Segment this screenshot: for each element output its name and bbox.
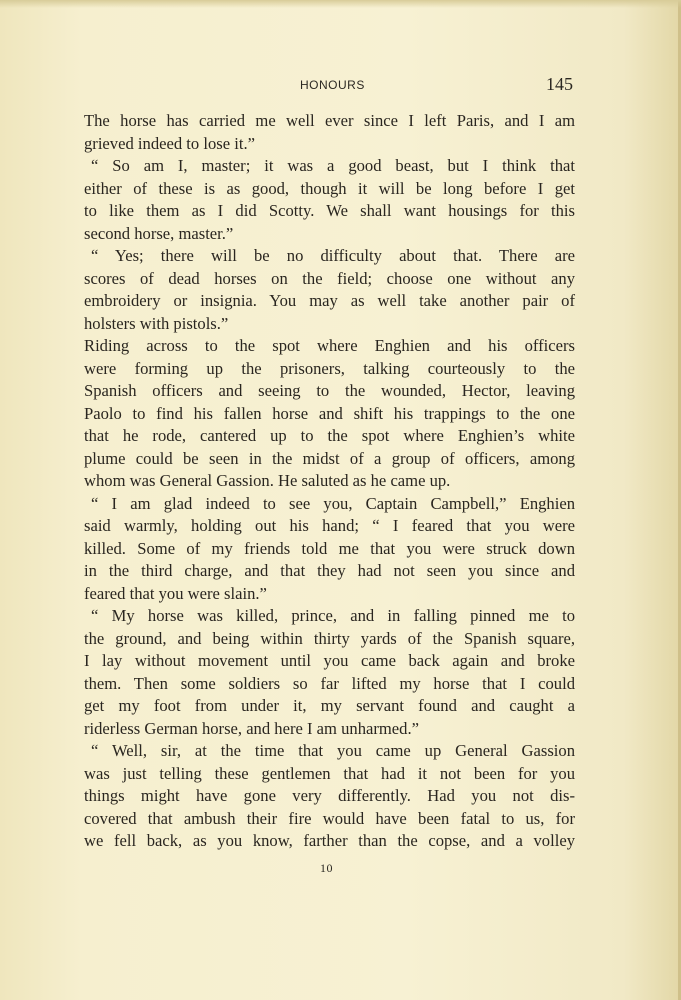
body-text: [84, 110, 575, 853]
text-line: feared that you were slain.”: [84, 583, 267, 603]
text-line: “ So am I, master; it was a good beast, but I think that: [91, 156, 575, 175]
text-line: The horse has carried me well ever since I left Paris, and I am: [84, 111, 575, 130]
text-line: things might have gone very differently. Had you not dis-: [84, 786, 575, 805]
running-title: HONOURS: [300, 78, 365, 92]
text-line: “ My horse was killed, prince, and in falling pinned me to: [91, 606, 575, 625]
text-line: second horse, master.”: [84, 223, 234, 243]
text-line: was just telling these gentlemen that had it not been for you: [84, 763, 575, 783]
text-line: “ I am glad indeed to see you, Captain Campbell,” Enghien: [91, 493, 575, 513]
text-line: “ Yes; there will be no difficulty about that. There are: [91, 246, 575, 265]
page-number: 145: [546, 74, 573, 94]
text-line: whom was General Gassion. He saluted as he came up.: [84, 471, 451, 490]
signature-mark: 10: [320, 861, 333, 875]
text-line: plume could be seen in the midst of a group of officers, among: [84, 448, 575, 468]
text-line: covered that ambush their fire would have been fatal to us, for: [84, 808, 575, 828]
text-line: the ground, and being within thirty yards of the Spanish square,: [84, 628, 575, 648]
text-line: them. Then some soldiers so far lifted my horse that I could: [84, 673, 575, 693]
text-line: either of these is as good, though it will be long before I get: [84, 178, 575, 198]
text-line: holsters with pistols.”: [84, 313, 229, 333]
text-line: Paolo to find his fallen horse and shift his trappings to the one: [84, 403, 575, 423]
text-line: we fell back, as you know, farther than the copse, and a volley: [84, 831, 575, 850]
text-line: to like them as I did Scotty. We shall want housings for this: [84, 201, 575, 220]
text-line: in the third charge, and that they had not seen you since and: [84, 561, 575, 580]
text-line: Spanish officers and seeing to the wounded, Hector, leaving: [84, 381, 575, 400]
text-line: were forming up the prisoners, talking courteously to the: [84, 358, 575, 378]
text-line: I lay without movement until you came back again and broke: [84, 651, 575, 670]
running-header: [0, 74, 681, 96]
text-line: embroidery or insignia. You may as well take another pair of: [84, 291, 575, 310]
text-line: Riding across to the spot where Enghien and his officers: [84, 336, 575, 355]
text-line: killed. Some of my friends told me that you were struck down: [84, 538, 575, 558]
text-line: scores of dead horses on the field; choose one without any: [84, 268, 575, 288]
page-edge-shadow: [0, 0, 681, 8]
text-line: riderless German horse, and here I am unharmed.”: [84, 718, 419, 738]
text-line: “ Well, sir, at the time that you came up General Gassion: [91, 741, 575, 760]
text-line: get my foot from under it, my servant found and caught a: [84, 696, 575, 715]
text-line: grieved indeed to lose it.”: [84, 133, 255, 153]
text-line: said warmly, holding out his hand; “ I feared that you were: [84, 516, 575, 535]
text-line: that he rode, cantered up to the spot where Enghien’s white: [84, 426, 575, 445]
